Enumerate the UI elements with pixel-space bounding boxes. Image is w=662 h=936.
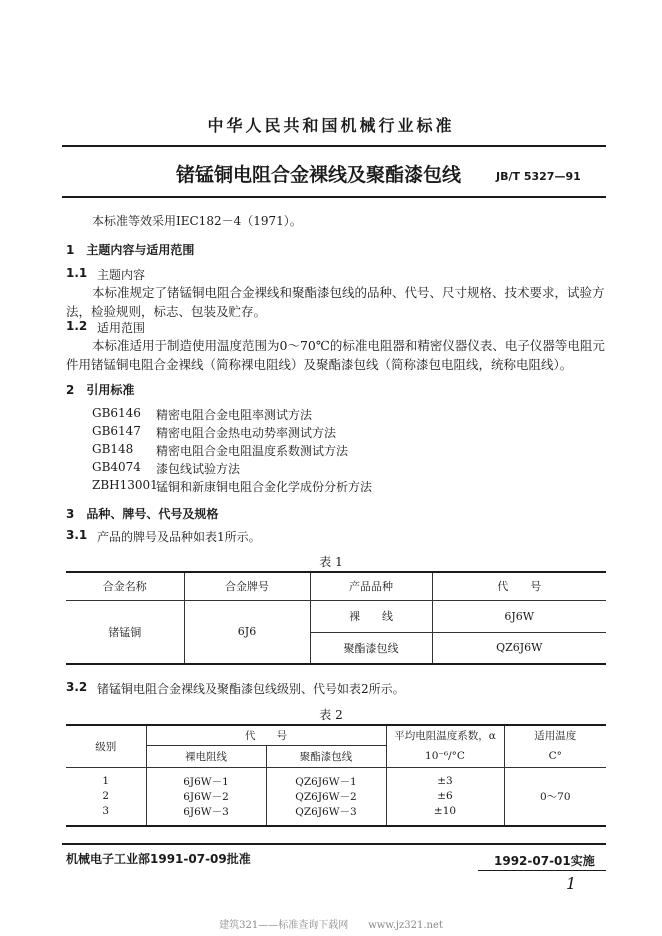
table2-header-coef-unit: 10⁻⁶/°C — [386, 745, 504, 767]
table2-grade: 2 — [66, 789, 146, 804]
section1-1-text: 本标准规定了锗锰铜电阻合金裸线和聚酯漆包线的品种、代号、尺寸规格、技术要求，试验方法，检验规则，标志、包装及贮存。 — [66, 285, 605, 319]
table1-alloy-grade: 6J6 — [184, 600, 310, 664]
table2-header-temp-unit: C° — [504, 745, 606, 767]
section1-heading: 1 主题内容与适用范围 — [66, 243, 195, 257]
table1-header-product: 产品品种 — [310, 572, 432, 600]
table2-grade: 3 — [66, 804, 146, 826]
watermark-footer: 建筑321——标准查询下载网 www.jz321.net — [219, 920, 443, 931]
table2-header-code: 代 号 — [146, 725, 386, 745]
table2-coef: ±6 — [386, 789, 504, 804]
section1-2-text: 本标准适用于制造使用温度范围为0～70℃的标准电阻器和精密仪器仪表、电子仪器等电阻元件用锗锰铜电阻合金裸线（简称裸电阻线）及聚酯漆包线（简称漆包电阻线，统称电阻线）。 — [66, 338, 605, 372]
table2-enamel-code: QZ6J6W－1 — [266, 767, 386, 789]
reference-code: GB6147 — [92, 424, 141, 438]
section3-2-text: 锗锰铜电阻合金裸线及聚酯漆包线级别、代号如表2所示。 — [97, 682, 405, 696]
reference-title: 锰铜和新康铜电阻合金化学成份分析方法 — [156, 480, 373, 494]
effective-rule — [478, 870, 606, 871]
reference-title: 精密电阻合金电阻率测试方法 — [156, 408, 313, 422]
table1-code: 6J6W — [432, 600, 606, 632]
table1-caption: 表 1 — [319, 555, 343, 569]
table1 — [66, 571, 606, 665]
table2-bare-code: 6J6W－3 — [146, 804, 266, 826]
reference-title: 漆包线试验方法 — [156, 462, 241, 476]
header-rule — [62, 145, 606, 147]
intro-text: 本标准等效采用IEC182－4（1971）。 — [92, 214, 302, 228]
reference-title: 精密电阻合金热电动势率测试方法 — [156, 426, 337, 440]
table1-code: QZ6J6W — [496, 641, 543, 655]
table2-header-grade: 级别 — [66, 725, 146, 767]
page-number: 1 — [566, 874, 577, 893]
section1-2-title: 适用范围 — [97, 321, 146, 335]
effective-date: 1992-07-01实施 — [494, 854, 595, 868]
table1-alloy-name: 锗锰铜 — [66, 600, 184, 664]
table1-product: 聚酯漆包线 — [310, 632, 432, 664]
table2-coef: ±3 — [386, 767, 504, 789]
reference-title: 精密电阻合金电阻温度系数测试方法 — [156, 444, 349, 458]
section3-2-number: 3.2 — [66, 680, 88, 694]
document-title: 锗锰铜电阻合金裸线及聚酯漆包线 — [176, 164, 462, 186]
table1-header-code: 代 号 — [432, 572, 606, 600]
table2-header-coef: 平均电阻温度系数，α — [386, 725, 504, 745]
reference-code: GB6146 — [92, 406, 141, 420]
standard-code: JB/T 5327—91 — [496, 170, 581, 183]
table2-bare-code: 6J6W－2 — [146, 789, 266, 804]
section3-heading: 3 品种、牌号、代号及规格 — [66, 507, 219, 521]
table2-header-temp: 适用温度 — [534, 730, 577, 742]
table2-header-enamel: 聚酯漆包线 — [266, 745, 386, 767]
table2-enamel-code: QZ6J6W－2 — [266, 789, 386, 804]
reference-code: GB4074 — [92, 460, 141, 474]
table2-caption: 表 2 — [319, 708, 343, 722]
section2-heading: 2 引用标准 — [66, 383, 135, 397]
table1-header-grade: 合金牌号 — [184, 572, 310, 600]
section1-1-title: 主题内容 — [97, 268, 146, 282]
table2-enamel-code: QZ6J6W－3 — [266, 804, 386, 826]
section3-1-text: 产品的牌号及品种如表1所示。 — [97, 530, 261, 544]
table2 — [66, 724, 606, 827]
reference-code: ZBH13001 — [92, 478, 158, 492]
table2-grade: 1 — [66, 767, 146, 789]
reference-code: GB148 — [92, 442, 134, 456]
issuing-body: 中华人民共和国机械行业标准 — [207, 116, 455, 135]
table1-product: 裸 线 — [310, 600, 432, 632]
table2-coef: ±10 — [386, 804, 504, 826]
table2-bare-code: 6J6W－1 — [146, 767, 266, 789]
approval-date: 机械电子工业部1991-07-09批准 — [66, 852, 251, 866]
table2-temp-range: 0～70 — [539, 790, 571, 803]
table2-header-bare: 裸电阻线 — [146, 745, 266, 767]
title-rule — [62, 196, 606, 198]
section1-2-number: 1.2 — [66, 319, 88, 333]
section3-1-number: 3.1 — [66, 528, 88, 542]
table1-header-alloy: 合金名称 — [66, 572, 184, 600]
footer-rule — [62, 843, 606, 845]
section1-1-number: 1.1 — [66, 266, 88, 280]
